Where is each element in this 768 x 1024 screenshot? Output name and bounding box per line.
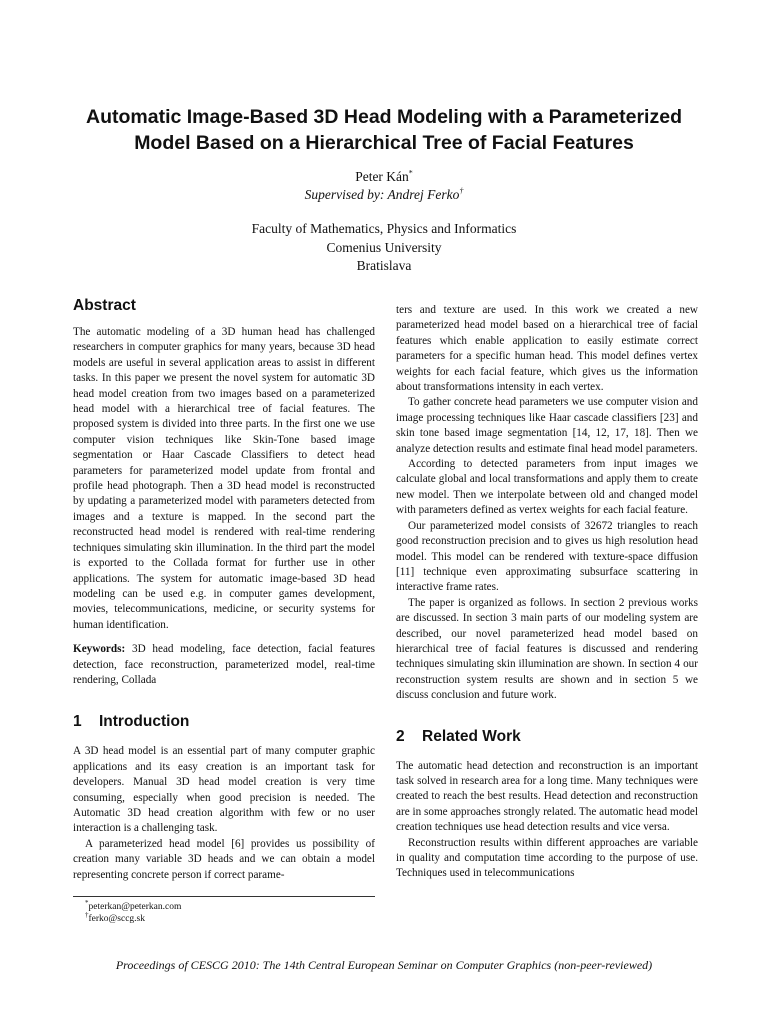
affiliation-university: Comenius University (326, 239, 442, 255)
supervisor-name: Supervised by: Andrej Ferko (304, 187, 460, 202)
affiliation-city: Bratislava (356, 258, 412, 273)
supervisor-line (0, 186, 768, 204)
related-work-paragraph-1: The automatic head detection and reconstruction is an important task solved in research area for a long time. Many techniques were created to reach the best results. Head detection and reconstruction are in some approaches strongly related. The automatic head model creation techniques use head detection results and vice versa. (396, 759, 698, 834)
intro-paragraph-2-start: A parameterized head model [6] provides us possibility of creation many variable 3D heads and we can obtain a model representing concrete person if correct parame- (73, 837, 375, 881)
keywords-label: Keywords: (73, 643, 126, 656)
section-number: 1 (73, 713, 82, 731)
abstract-heading: Abstract (73, 297, 136, 314)
intro-paragraph-4: According to detected parameters from input images we calculate global and local transformations and apply them to create new model. Then we interpolate between old and changed model with parameters defined as vertex weights for each facial feature. (396, 458, 698, 517)
affiliation-block (0, 220, 768, 276)
left-column (73, 296, 375, 883)
intro-paragraph-6: The paper is organized as follows. In section 2 previous works are discussed. In section 3 main parts of our modeling system are described, our novel parameterized head model based on hierarchical tree of facial features is discussed and rendering techniques simulating skin illumination are shown. In section 4 our reconstruction system results are shown and in section 5 we discuss conclusion and future work. (396, 596, 698, 702)
section-title: Introduction (99, 713, 190, 731)
footnotes (73, 896, 375, 925)
paper-title: Automatic Image-Based 3D Head Modeling with a Parameterized Model Based on a Hierarchical Tree of Facial Features (86, 106, 682, 154)
section-number: 2 (396, 727, 405, 745)
footnote-text: ferko@sccg.sk (88, 914, 145, 924)
related-work-paragraph-2: Reconstruction results within different approaches are variable in quality and computation time according to the purpose of use. Techniques used in telecommunications (396, 836, 698, 880)
author-footnote-mark: * (408, 168, 413, 178)
proceedings-footer: Proceedings of CESCG 2010: The 14th Central European Seminar on Computer Graphics (non-peer-reviewed) (115, 958, 653, 972)
abstract-text: The automatic modeling of a 3D human head has challenged researchers in computer graphics for many years, because 3D head models are useful in several application areas to assist in different tasks. In this paper we present the novel system for automatic 3D head model creation from two images based on a parameterized head model with a hierarchical tree of facial features. The proposed system is divided into three parts. In the first one we use computer vision techniques like Skin-Tone based image segmentation or Haar Cascade Classifiers to detect head parameters for parameterized model update from frontal and profile head photograph. Then a 3D head model is reconstructed by updating a parameterized model with parameters detected from images and a texture is mapped. In the second part the reconstructed head model is rendered with real-time rendering techniques simulating skin illumination. In the third part the model is exported to the Collada format for further use in other applications. The system for automatic image-based 3D head modeling can be used e.g. in computer games development, movies, telecommunications, medicine, or security systems for human identification. (73, 326, 375, 631)
section-title: Related Work (422, 727, 521, 745)
intro-paragraph-1: A 3D head model is an essential part of many computer graphic applications and its easy creation is an important task for developers. Manual 3D head model creation is very time consuming, especially when good precision is needed. The Automatic 3D head creation algorithm with few or no user interaction is a challenging task. (73, 745, 375, 835)
footnote-supervisor-email (73, 910, 375, 925)
right-column (396, 303, 698, 882)
supervisor-footnote-mark: † (459, 186, 464, 196)
intro-paragraph-3: To gather concrete head parameters we use computer vision and image processing techniques like Haar cascade classifiers [23] and skin tone based image segmentation [14, 12, 17, 18]. Then we analyze detection results and estimate final head model parameters. (396, 396, 698, 455)
intro-paragraph-5: Our parameterized model consists of 32672 triangles to reach good reconstruction precision and to gives us high resolution head model. This model can be rendered with texture-space diffusion [11] technique even approximating subsurface scattering in interactive frame rates. (396, 519, 698, 594)
footnote-author-email (73, 898, 375, 913)
introduction-heading (73, 712, 375, 732)
keywords-text: 3D head modeling, face detection, facial features detection, face reconstruction, parameterized model, real-time rendering, Collada (73, 643, 376, 686)
related-work-heading (396, 727, 698, 747)
affiliation-faculty: Faculty of Mathematics, Physics and Informatics (251, 221, 517, 236)
author-block (0, 168, 768, 204)
keywords-paragraph (73, 642, 375, 688)
author-line (0, 168, 768, 186)
footnote-mark: † (85, 910, 89, 919)
footnote-text: peterkan@peterkan.com (88, 902, 182, 912)
author-name: Peter Kán (355, 169, 409, 184)
footnote-mark: * (85, 898, 89, 907)
intro-paragraph-2-end: ters and texture are used. In this work we created a new parameterized head model based on a hierarchical tree of facial features which enable application to easily estimate correct parameters for a specific human head. This model defines vertex weights for each facial feature, which gives us the information about transformations intensity in each vertex. (396, 304, 698, 394)
